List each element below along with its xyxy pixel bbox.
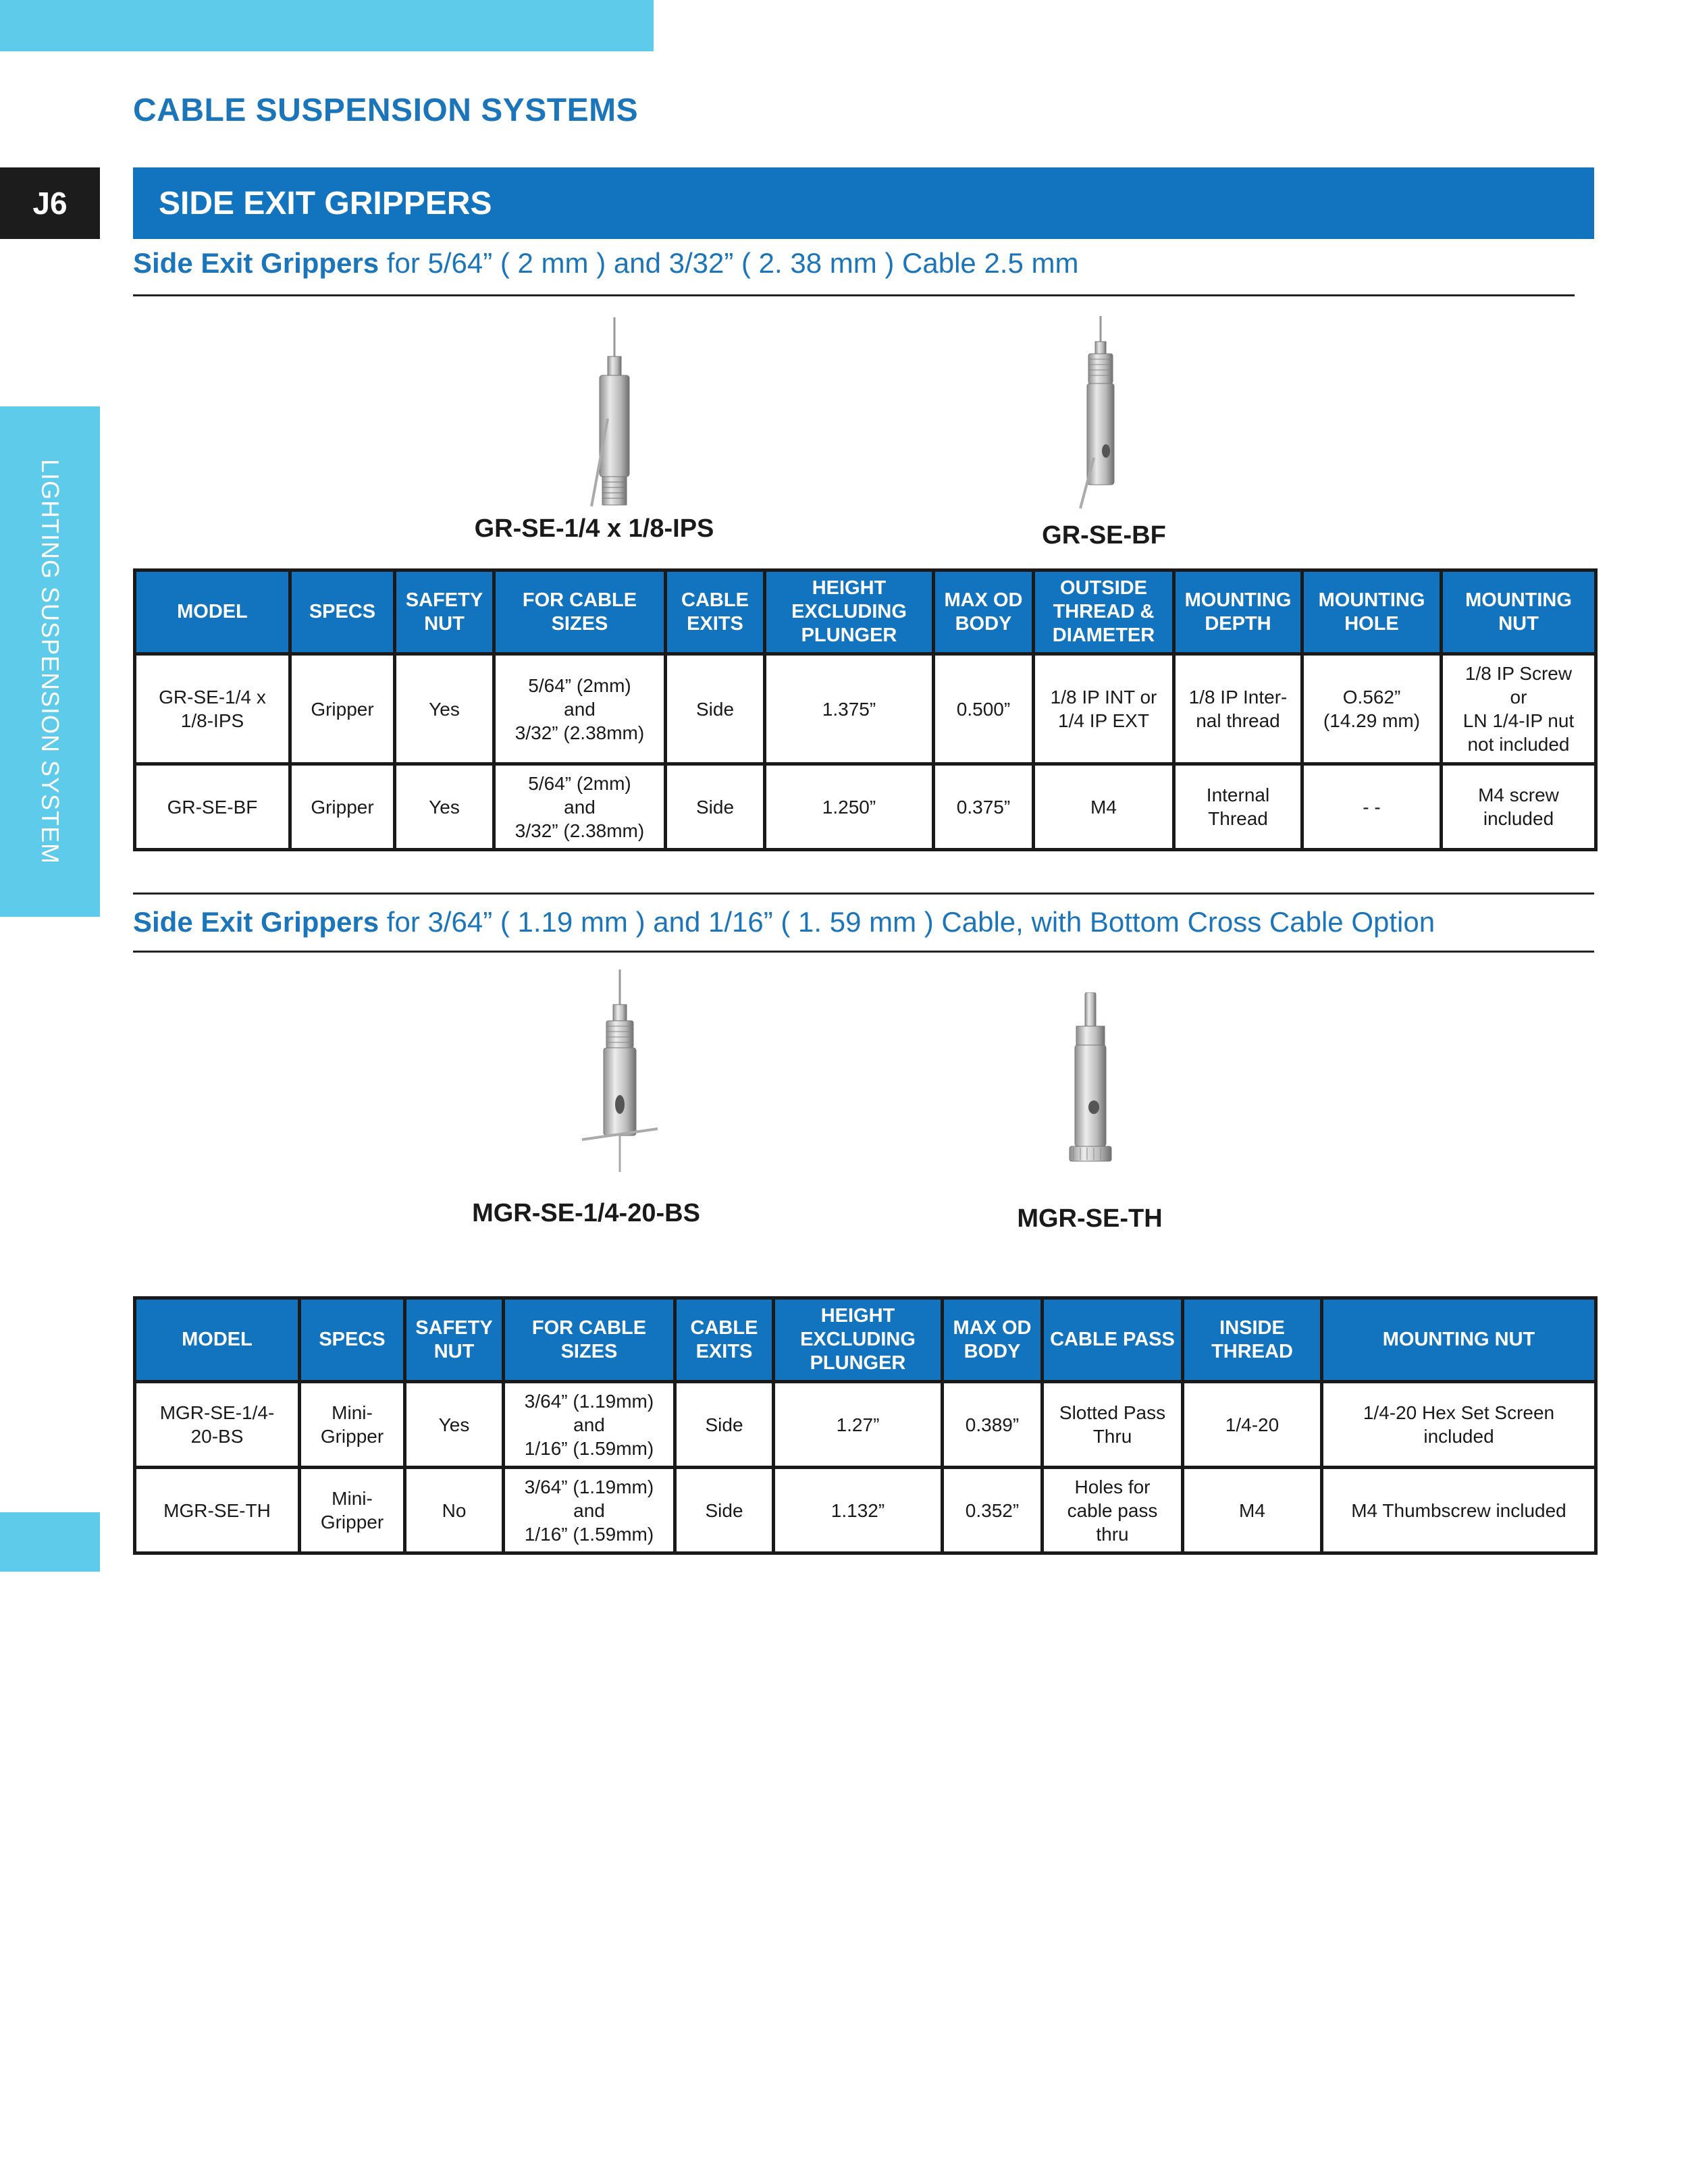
table-cell: GR-SE-BF — [135, 764, 290, 850]
table-cell: 0.389” — [943, 1382, 1043, 1468]
table-row — [135, 1468, 1596, 1553]
table-cell: Side — [675, 1382, 774, 1468]
table-cell: 1.375” — [765, 654, 934, 764]
table-cell: Side — [666, 654, 765, 764]
table-cell: Gripper — [290, 654, 395, 764]
column-header: MAX OD BODY — [934, 570, 1034, 654]
column-header: MOUNTING NUT — [1322, 1298, 1596, 1382]
column-header: FOR CABLE SIZES — [504, 1298, 675, 1382]
table-cell: M4 — [1183, 1468, 1322, 1553]
table-cell: 1/8 IP INT or 1/4 IP EXT — [1034, 654, 1174, 764]
table-cell: 1.132” — [774, 1468, 943, 1553]
column-header: FOR CABLE SIZES — [494, 570, 666, 654]
group2-subtitle-rest: for 3/64” ( 1.19 mm ) and 1/16” ( 1. 59 mm ) Cable, with Bottom Cross Cable Option — [379, 906, 1435, 938]
column-header: CABLE EXITS — [675, 1298, 774, 1382]
table-cell: Yes — [395, 764, 494, 850]
table-cell: Slotted Pass Thru — [1043, 1382, 1183, 1468]
column-header: HEIGHT EXCLUDING PLUNGER — [765, 570, 934, 654]
table-cell: Internal Thread — [1174, 764, 1302, 850]
table-cell: Mini- Gripper — [300, 1468, 405, 1553]
table-cell: GR-SE-1/4 x 1/8-IPS — [135, 654, 290, 764]
table-cell: 1.27” — [774, 1382, 943, 1468]
table-cell: 1/4-20 Hex Set Screen included — [1322, 1382, 1596, 1468]
column-header: INSIDE THREAD — [1183, 1298, 1322, 1382]
table-cell: MGR-SE-1/4- 20-BS — [135, 1382, 300, 1468]
table-cell: - - — [1302, 764, 1442, 850]
column-header: MODEL — [135, 1298, 300, 1382]
column-header: MOUNTING NUT — [1442, 570, 1596, 654]
product-label-mgr-se-bs: MGR-SE-1/4-20-BS — [472, 1199, 700, 1227]
table-cell: Gripper — [290, 764, 395, 850]
product-image-gr-se-bf — [1074, 316, 1128, 518]
table-header-row — [135, 1298, 1596, 1382]
group1-subtitle-rest: for 5/64” ( 2 mm ) and 3/32” ( 2. 38 mm ) Cable 2.5 mm — [379, 247, 1079, 279]
table-cell: 1.250” — [765, 764, 934, 850]
table-cell: MGR-SE-TH — [135, 1468, 300, 1553]
table-cell: 0.352” — [943, 1468, 1043, 1553]
column-header: SPECS — [300, 1298, 405, 1382]
side-accent-block — [0, 1512, 100, 1572]
spec-table-group1 — [133, 568, 1598, 851]
table-cell: Yes — [395, 654, 494, 764]
table-header-row — [135, 570, 1596, 654]
spec-table-group2 — [133, 1296, 1598, 1555]
group2-subtitle-bold: Side Exit Grippers — [133, 906, 379, 938]
table-cell: M4 Thumbscrew included — [1322, 1468, 1596, 1553]
side-category-label: LIGHTING SUSPENSION SYSTEM — [36, 458, 64, 865]
table-cell: M4 screw included — [1442, 764, 1596, 850]
table-cell: 0.375” — [934, 764, 1034, 850]
column-header: CABLE EXITS — [666, 570, 765, 654]
header-title: SIDE EXIT GRIPPERS — [159, 185, 492, 221]
top-accent-strip — [0, 0, 654, 51]
column-header: SPECS — [290, 570, 395, 654]
table-cell: 3/64” (1.19mm) and 1/16” (1.59mm) — [504, 1382, 675, 1468]
section-title: CABLE SUSPENSION SYSTEMS — [133, 92, 639, 128]
product-image-mgr-se-th — [1060, 992, 1121, 1175]
product-label-mgr-se-th: MGR-SE-TH — [1017, 1204, 1163, 1233]
column-header: MOUNTING HOLE — [1302, 570, 1442, 654]
table-cell: 5/64” (2mm) and 3/32” (2.38mm) — [494, 654, 666, 764]
table-cell: 1/8 IP Screw or LN 1/4-IP nut not included — [1442, 654, 1596, 764]
table-cell: Side — [666, 764, 765, 850]
group1-subtitle-bold: Side Exit Grippers — [133, 247, 379, 279]
product-image-mgr-se-bs — [579, 969, 660, 1179]
group2-divider — [133, 951, 1594, 953]
column-header: HEIGHT EXCLUDING PLUNGER — [774, 1298, 943, 1382]
group1-divider — [133, 294, 1575, 296]
table-cell: 0.500” — [934, 654, 1034, 764]
table-cell: O.562” (14.29 mm) — [1302, 654, 1442, 764]
table-row — [135, 1382, 1596, 1468]
table-cell: 5/64” (2mm) and 3/32” (2.38mm) — [494, 764, 666, 850]
table-cell: No — [405, 1468, 504, 1553]
group2-top-divider — [133, 893, 1594, 895]
column-header: SAFETY NUT — [395, 570, 494, 654]
group1-subtitle — [133, 247, 1078, 279]
table-row — [135, 654, 1596, 764]
table-cell: Side — [675, 1468, 774, 1553]
table-row — [135, 764, 1596, 850]
table-cell: 1/8 IP Inter- nal thread — [1174, 654, 1302, 764]
product-label-gr-se-bf: GR-SE-BF — [1042, 521, 1166, 550]
column-header: CABLE PASS — [1043, 1298, 1183, 1382]
table-cell: 1/4-20 — [1183, 1382, 1322, 1468]
column-header: MODEL — [135, 570, 290, 654]
product-label-gr-se-ips: GR-SE-1/4 x 1/8-IPS — [474, 514, 714, 543]
table-cell: 3/64” (1.19mm) and 1/16” (1.59mm) — [504, 1468, 675, 1553]
table-cell: Mini- Gripper — [300, 1382, 405, 1468]
group2-subtitle — [133, 906, 1435, 938]
table-cell: M4 — [1034, 764, 1174, 850]
header-bar — [133, 167, 1594, 239]
column-header: MOUNTING DEPTH — [1174, 570, 1302, 654]
table-cell: Yes — [405, 1382, 504, 1468]
column-header: SAFETY NUT — [405, 1298, 504, 1382]
product-image-gr-se-ips — [587, 317, 641, 513]
column-header: OUTSIDE THREAD & DIAMETER — [1034, 570, 1174, 654]
page-number-tab: J6 — [0, 167, 100, 239]
column-header: MAX OD BODY — [943, 1298, 1043, 1382]
table-cell: Holes for cable pass thru — [1043, 1468, 1183, 1553]
